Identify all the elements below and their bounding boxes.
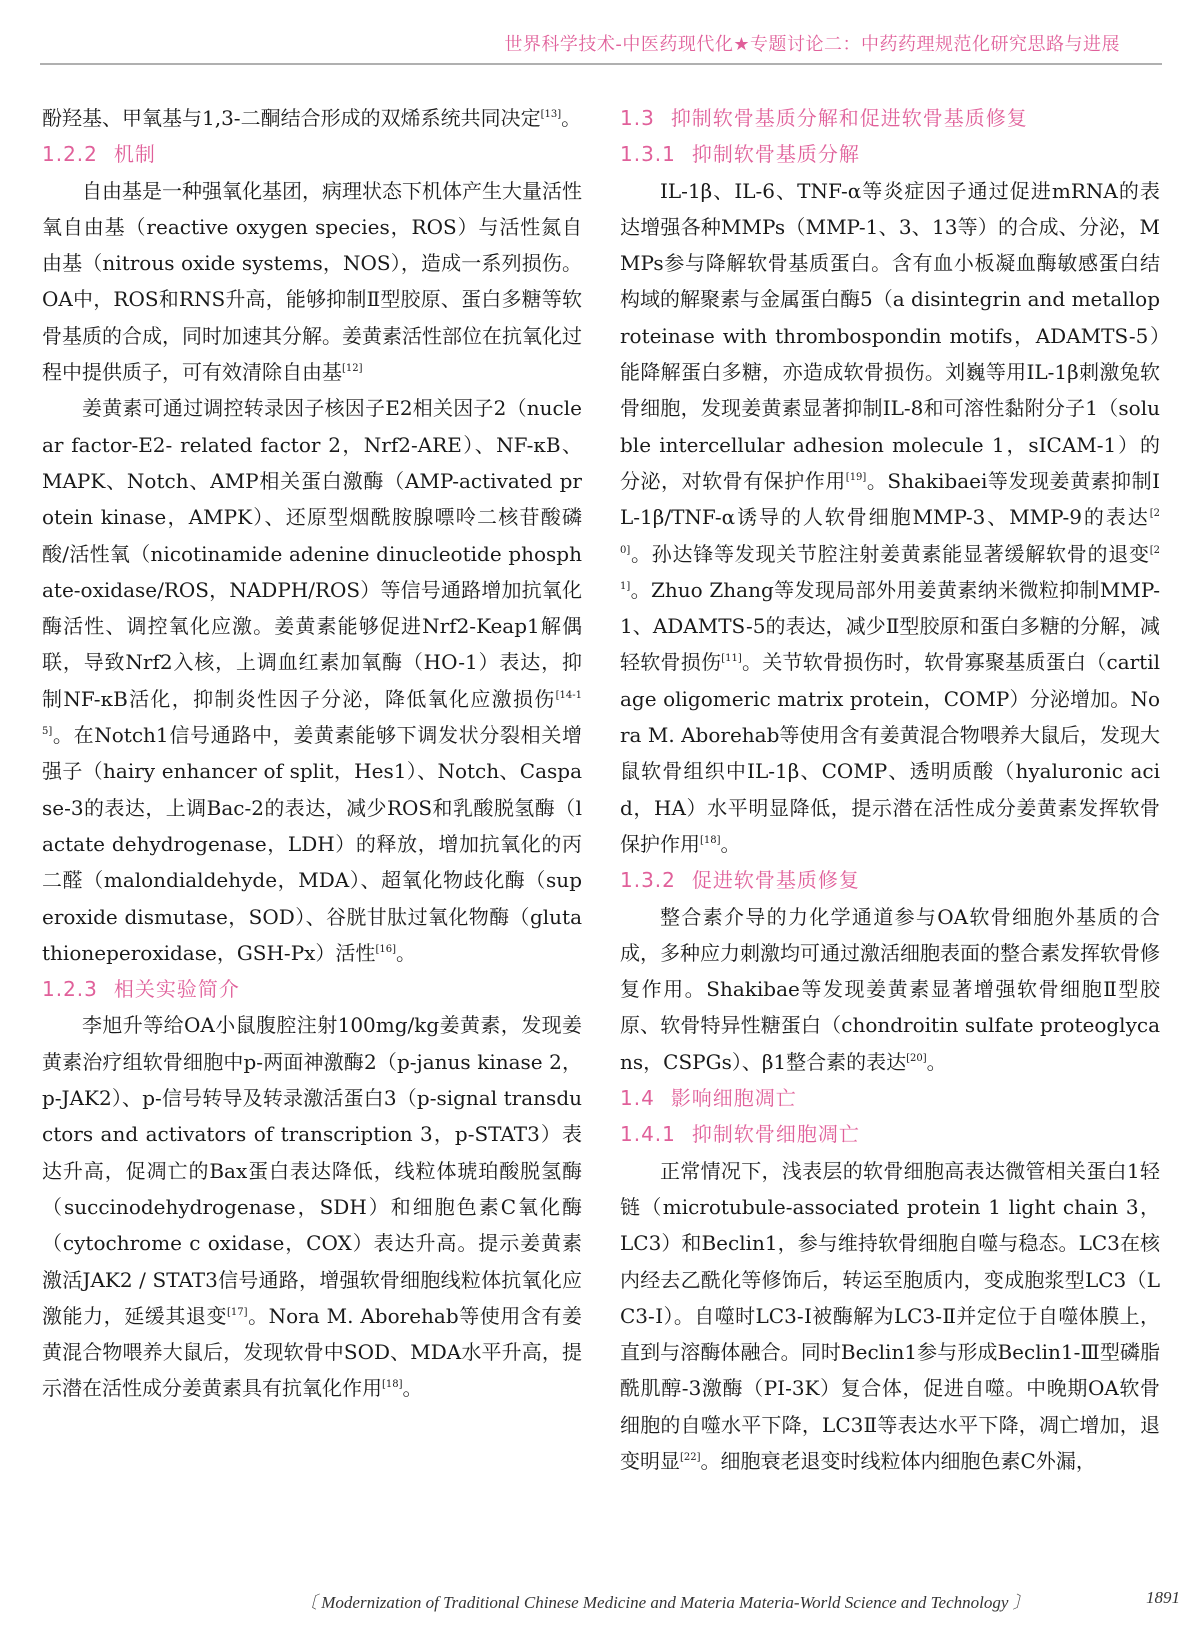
left-column	[42, 100, 582, 1407]
citation: [19]	[845, 471, 867, 483]
citation: [14-15]	[42, 689, 582, 738]
paragraph-experiments: 李旭升等给OA小鼠腹腔注射100mg/kg姜黄素，发现姜黄素治疗组软骨细胞中p-两面神激酶2（p-janus kinase 2，p-JAK2）、p-信号转导及转录激活蛋白3（p-signal transductors and activators of transcription 3，p-STAT3）表达升高，促凋亡的Bax蛋白表达降低，线粒体琥珀酸脱氢酶（succinodehydrogenase，SDH）和细胞色素C氧化酶（cytochrome c oxidase，COX）表达升高。提示姜黄素激活JAK2 / STAT3信号通路，增强软骨细胞线粒体抗氧化应激能力，延缓其退变[17]。Nora M. Aborehab等使用含有姜黄混合物喂养大鼠后，发现软骨中SOD、MDA水平升高，提示潜在活性成分姜黄素具有抗氧化作用[18]。	[42, 1013, 583, 1401]
right-column	[620, 100, 1160, 1479]
journal-name: 〔 Modernization of Traditional Chinese Medicine and Materia Materia-World Science and Technology 〕	[300, 1593, 1030, 1612]
citation: [18]	[382, 1379, 403, 1391]
paragraph-free-radicals: 自由基是一种强氧化基团，病理状态下机体产生大量活性氧自由基（reactive oxygen species，ROS）与活性氮自由基（nitrous oxide systems，NOS），造成一系列损伤。OA中，ROS和RNS升高，能够抑制Ⅱ型胶原、蛋白多糖等软骨基质的合成，同时加速其分解。姜黄素活性部位在抗氧化过程中提供质子，可有效清除自由基[12]	[42, 178, 582, 385]
paragraph-apoptosis: 正常情况下，浅表层的软骨细胞高表达微管相关蛋白1轻链（microtubule-associated protein 1 light chain 3，LC3）和Beclin1，参与维持软骨细胞自噬与稳态。LC3在核内经去乙酰化等修饰后，转运至胞质内，变成胞浆型LC3（LC3-Ⅰ）。自噬时LC3-Ⅰ被酶解为LC3-Ⅱ并定位于自噬体膜上，直到与溶酶体融合。同时Beclin1参与形成Beclin1-Ⅲ型磷脂酰肌醇-3激酶（PI-3K）复合体，促进自噬。中晚期OA软骨细胞的自噬水平下降，LC3Ⅱ等表达水平下降，凋亡增加，退变明显[22]。细胞衰老退变时线粒体内细胞色素C外漏，	[620, 1158, 1160, 1473]
section-heading-1-3: 1.3 抑制软骨基质分解和促进软骨基质修复	[620, 106, 1028, 130]
paragraph-matrix-repair: 整合素介导的力化学通道参与OA软骨细胞外基质的合成，多种应力刺激均可通过激活细胞表面的整合素发挥软骨修复作用。Shakibae等发现姜黄素显著增强软骨细胞Ⅱ型胶原、软骨特异性糖蛋白（chondroitin sulfate proteoglycans，CSPGs）、β1整合素的表达[20]。	[620, 904, 1160, 1074]
citation: [12]	[342, 363, 363, 375]
citation: [22]	[680, 1451, 701, 1463]
section-heading-1-2-2: 1.2.2 机制	[42, 142, 156, 167]
citation: [13]	[540, 109, 562, 120]
paragraph-signaling-pathways: 姜黄素可通过调控转录因子核因子E2相关因子2（nuclear factor-E2- related factor 2，Nrf2-ARE）、NF-κB、MAPK、Notch、AMP相关蛋白激酶（AMP-activated protein kinase，AMPK）、还原型烟酰胺腺嘌呤二核苷酸磷酸/活性氧（nicotinamide adenine dinucleotide phosphate-oxidase/ROS，NADPH/ROS）等信号通路增加抗氧化酶活性、调控氧化应激。姜黄素能够促进Nrf2-Keap1解偶联，导致Nrf2入核，上调血红素加氧酶（HO-1）表达，抑制NF-κB活化，抑制炎性因子分泌，降低氧化应激损伤[14-15]。在Notch1信号通路中，姜黄素能够下调发状分裂相关增强子（hairy enhancer of split，Hes1）、Notch、Caspase-3的表达，上调Bac-2的表达，减少ROS和乳酸脱氢酶（lactate dehydrogenase，LDH）的释放，增加抗氧化的丙二醛（malondialdehyde，MDA）、超氧化物歧化酶（superoxide dismutase，SOD）、谷胱甘肽过氧化物酶（glutathioneperoxidase，GSH-Px）活性[16]。	[42, 396, 582, 965]
section-heading-1-3-1: 1.3.1 抑制软骨基质分解	[620, 142, 860, 167]
running-header-title: 世界科学技术-中医药现代化★专题讨论二：中药药理规范化研究思路与进展	[504, 34, 1120, 55]
citation: [17]	[227, 1306, 248, 1318]
citation: [18]	[700, 834, 721, 846]
section-heading-1-4: 1.4 影响细胞凋亡	[620, 1086, 797, 1111]
section-heading-1-3-2: 1.3.2 促进软骨基质修复	[620, 868, 860, 893]
citation: [16]	[375, 943, 396, 955]
citation: [20]	[906, 1052, 927, 1064]
header-divider	[40, 63, 1162, 65]
section-heading-1-2-3: 1.2.3 相关实验简介	[42, 977, 240, 1002]
section-heading-1-4-1: 1.4.1 抑制软骨细胞凋亡	[620, 1122, 860, 1147]
citation: [21]	[620, 544, 1160, 592]
page-footer	[300, 1588, 1180, 1613]
citation: [20]	[620, 508, 1160, 556]
citation: [11]	[721, 653, 742, 665]
page-number: 1891	[1146, 1588, 1180, 1607]
paragraph-antioxidant-structure: 酚羟基、甲氧基与1,3-二酮结合形成的双烯系统共同决定[13]。	[42, 106, 582, 130]
paragraph-matrix-degradation: IL-1β、IL-6、TNF-α等炎症因子通过促进mRNA的表达增强各种MMPs（MMP-1、3、13等）的合成、分泌，MMPs参与降解软骨基质蛋白。含有血小板凝血酶敏感蛋白结构域的解聚素与金属蛋白酶5（a disintegrin and metalloproteinase with thrombospondin motifs，ADAMTS-5）能降解蛋白多糖，亦造成软骨损伤。刘巍等用IL-1β刺激兔软骨细胞，发现姜黄素显著抑制IL-8和可溶性黏附分子1（soluble intercellular adhesion molecule 1，sICAM-1）的分泌，对软骨有保护作用[19]。Shakibaei等发现姜黄素抑制IL-1β/TNF-α诱导的人软骨细胞MMP-3、MMP-9的表达[20]。孙达锋等发现关节腔注射姜黄素能显著缓解软骨的退变[21]。Zhuo Zhang等发现局部外用姜黄素纳米微粒抑制MMP-1、ADAMTS-5的表达，减少Ⅱ型胶原和蛋白多糖的分解，减轻软骨损伤[11]。关节软骨损伤时，软骨寡聚基质蛋白（cartilage oligomeric matrix protein，COMP）分泌增加。Nora M. Aborehab等使用含有姜黄混合物喂养大鼠后，发现大鼠软骨组织中IL-1β、COMP、透明质酸（hyaluronic acid，HA）水平明显降低，提示潜在活性成分姜黄素发挥软骨保护作用[18]。	[620, 178, 1161, 856]
